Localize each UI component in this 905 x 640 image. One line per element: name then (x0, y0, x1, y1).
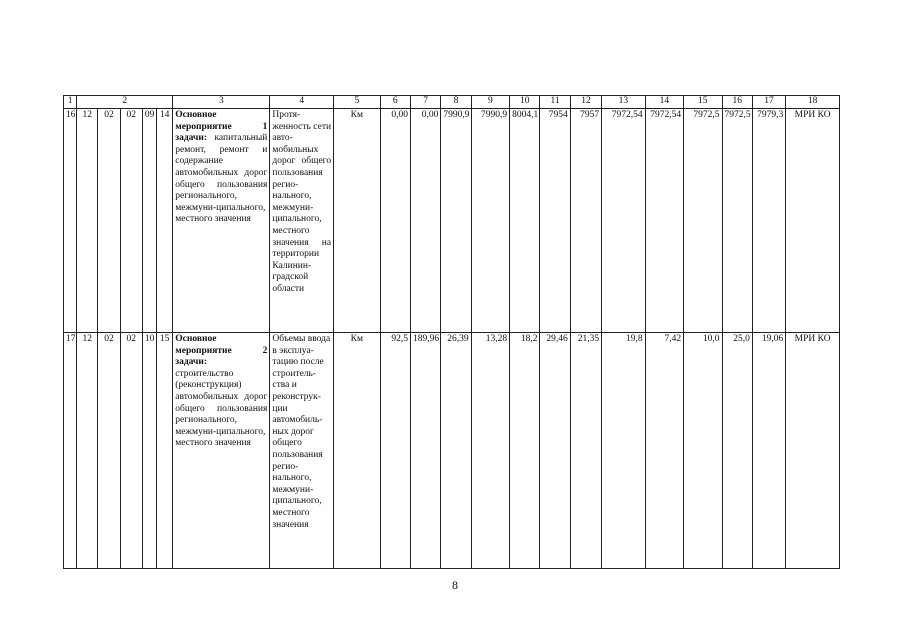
header-cell: 18 (786, 96, 840, 109)
value-cell: 7979,3 (752, 109, 785, 333)
value-cell: 7957 (570, 109, 601, 333)
header-cell: 4 (270, 96, 334, 109)
code-cell: 02 (120, 333, 142, 569)
header-cell: 3 (173, 96, 270, 109)
value-cell: 18,2 (510, 333, 540, 569)
indicator-cell: Объемы ввода в эксплуа-тацию после строитель-ства и реконструк-ции автомобиль-ных дорог общего пользования регио-нального, межмуни-ципального, местного значения (270, 333, 334, 569)
responsible-cell: МРИ КО (786, 333, 840, 569)
activity-title: Основное мероприятие 2 задачи: (175, 334, 268, 368)
header-cell: 11 (540, 96, 570, 109)
value-cell: 189,96 (410, 333, 440, 569)
value-cell: 7954 (540, 109, 570, 333)
value-cell: 7972,5 (684, 109, 722, 333)
value-cell: 10,0 (684, 333, 722, 569)
code-cell: 12 (77, 333, 98, 569)
indicator-cell: Протя-женность сети авто-мобильных дорог общего пользования регио-нального, межмуни-ципального, местного значения на территории Калинин-градской области (270, 109, 334, 333)
value-cell: 26,39 (441, 333, 471, 569)
header-cell: 1 (64, 96, 77, 109)
value-cell: 7972,54 (602, 109, 646, 333)
code-cell: 12 (77, 109, 98, 333)
value-cell: 19,8 (602, 333, 646, 569)
table-row (64, 333, 840, 569)
value-cell: 0,00 (410, 109, 440, 333)
header-cell: 14 (645, 96, 683, 109)
row-number: 16 (64, 109, 77, 333)
activity-title: Основное мероприятие 1 задачи: (175, 110, 268, 144)
code-cell: 02 (120, 109, 142, 333)
value-cell: 29,46 (540, 333, 570, 569)
header-cell: 5 (334, 96, 381, 109)
activity-cell (173, 333, 270, 569)
value-cell: 0,00 (380, 109, 410, 333)
table-row (64, 109, 840, 333)
header-cell: 13 (602, 96, 646, 109)
activity-cell (173, 109, 270, 333)
header-cell: 16 (722, 96, 752, 109)
header-cell: 10 (510, 96, 540, 109)
header-cell: 12 (570, 96, 601, 109)
unit-cell: Км (334, 333, 381, 569)
unit-cell: Км (334, 109, 381, 333)
activity-text: строительство (реконструкция) автомобильных дорог общего пользования регионального, межмуни-ципального, местного значения (175, 368, 268, 449)
header-cell: 9 (471, 96, 509, 109)
programme-table (63, 95, 840, 569)
value-cell: 25,0 (722, 333, 752, 569)
code-cell: 14 (157, 109, 173, 333)
code-cell: 10 (142, 333, 156, 569)
activity-text: капитальный ремонт, ремонт и содержание автомобильных дорог общего пользования регионального, межмуни-ципального, местного значения (175, 133, 268, 225)
value-cell: 8004,1 (510, 109, 540, 333)
value-cell: 7972,54 (645, 109, 683, 333)
header-cell: 17 (752, 96, 785, 109)
code-cell: 02 (98, 109, 120, 333)
page-number: 8 (452, 578, 458, 592)
header-cell: 2 (77, 96, 173, 109)
header-cell: 6 (380, 96, 410, 109)
code-cell: 15 (157, 333, 173, 569)
header-cell: 7 (410, 96, 440, 109)
responsible-cell: МРИ КО (786, 109, 840, 333)
header-cell: 8 (441, 96, 471, 109)
value-cell: 7972,5 (722, 109, 752, 333)
header-row (64, 96, 840, 109)
code-cell: 02 (98, 333, 120, 569)
value-cell: 7990,9 (441, 109, 471, 333)
value-cell: 7,42 (645, 333, 683, 569)
value-cell: 19,06 (752, 333, 785, 569)
value-cell: 21,35 (570, 333, 601, 569)
code-cell: 09 (142, 109, 156, 333)
value-cell: 92,5 (380, 333, 410, 569)
row-number: 17 (64, 333, 77, 569)
header-cell: 15 (684, 96, 722, 109)
value-cell: 7990,9 (471, 109, 509, 333)
value-cell: 13,28 (471, 333, 509, 569)
